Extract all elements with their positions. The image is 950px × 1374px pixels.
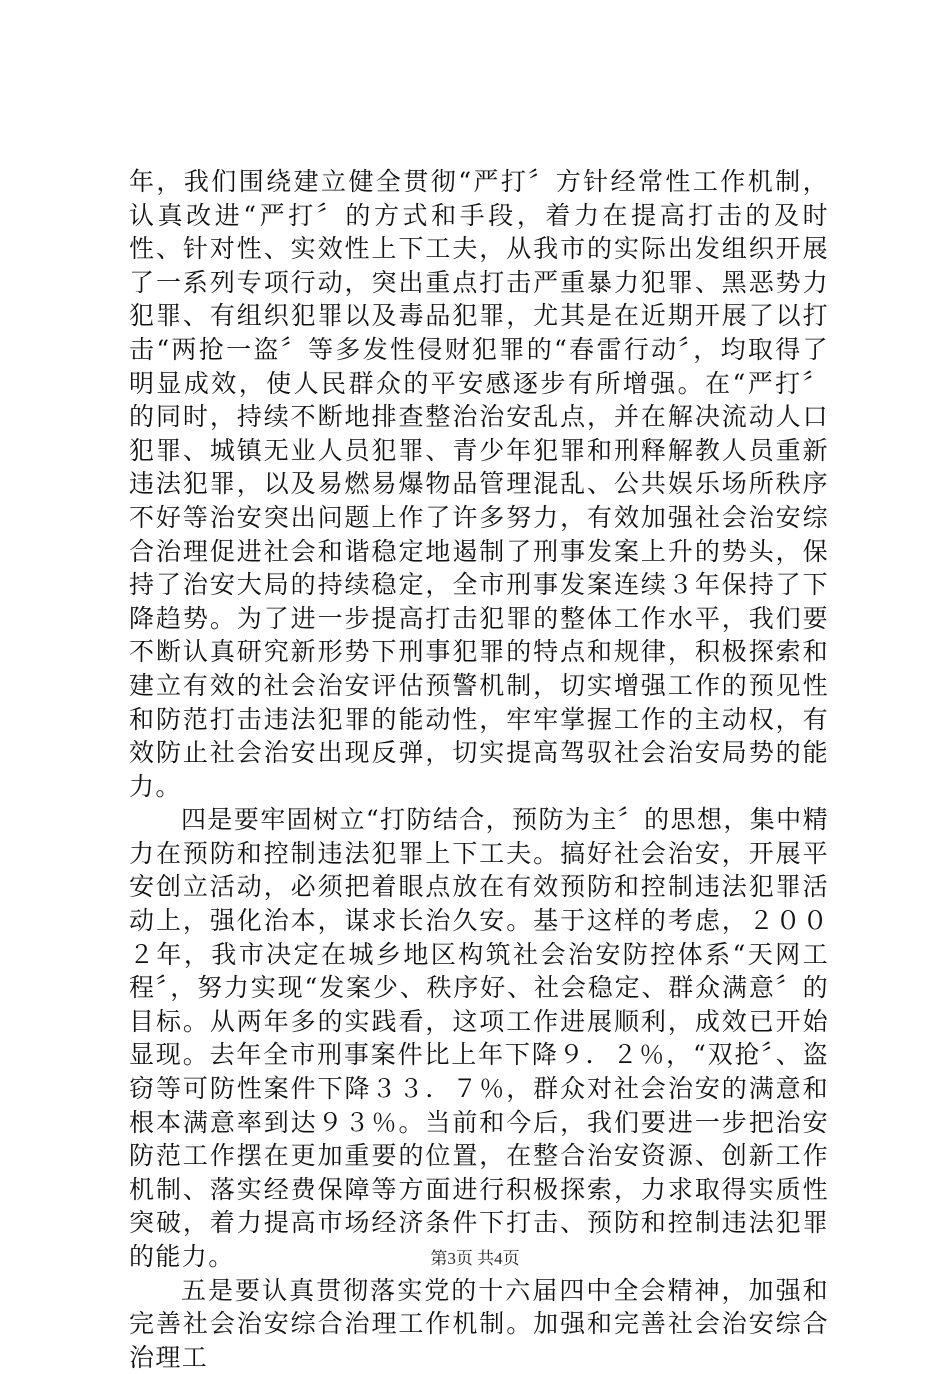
paragraph-four: 四是要牢固树立“打防结合，预防为主〞的思想，集中精力在预防和控制违法犯罪上下工夫。搞好社会治安，开展平安创立活动，必须把着眼点放在有效预防和控制违法犯罪活动上，强化治本，谋求长治久安。基于这样的考虑，２００２年，我市决定在城乡地区构筑社会治安防控体系“天网工程〞，努力实现“发案少、秩序好、社会稳定、群众满意〞的目标。从两年多的实践看，这项工作进展顺利，成效已开始显现。去年全市刑事案件比上年下降９．２％，“双抢〞、盗窃等可防性案件下降３３．７％，群众对社会治安的满意和根本满意率到达９３％。当前和今后，我们要进一步把治安防范工作摆在更加重要的位置，在整合治安资源、创新工作机制、落实经费保障等方面进行积极探索，力求取得实质性突破，着力提高市场经济条件下打击、预防和控制违法犯罪的能力。 [129, 805, 829, 1271]
page-footer: 第3页 共4页 [430, 1249, 520, 1268]
paragraph-five: 五是要认真贯彻落实党的十六届四中全会精神，加强和完善社会治安综合治理工作机制。加强和完善社会治安综合治理工 [129, 1275, 829, 1372]
paragraph-continued: 年，我们围绕建立健全贯彻“严打〞方针经常性工作机制，认真改进“严打〞的方式和手段，着力在提高打击的及时性、针对性、实效性上下工夫，从我市的实际出发组织开展了一系列专项行动，突出重点打击严重暴力犯罪、黑恶势力犯罪、有组织犯罪以及毒品犯罪，尤其是在近期开展了以打击“两抢一盗〞等多发性侵财犯罪的“春雷行动〞，均取得了明显成效，使人民群众的平安感逐步有所增强。在“严打〞的同时，持续不断地排查整治治安乱点，并在解决流动人口犯罪、城镇无业人员犯罪、青少年犯罪和刑释解教人员重新违法犯罪，以及易燃易爆物品管理混乱、公共娱乐场所秩序不好等治安突出问题上作了许多努力，有效加强社会治安综合治理促进社会和谐稳定地遏制了刑事发案上升的势头，保持了治安大局的持续稳定，全市刑事发案连续３年保持了下降趋势。为了进一步提高打击犯罪的整体工作水平，我们要不断认真研究新形势下刑事犯罪的特点和规律，积极探索和建立有效的社会治安评估预警机制，切实增强工作的预见性和防范打击违法犯罪的能动性，牢牢掌握工作的主动权，有效防止社会治安出现反弹，切实提高驾驭社会治安局势的能力。 [129, 167, 829, 801]
document-body [129, 165, 829, 1374]
